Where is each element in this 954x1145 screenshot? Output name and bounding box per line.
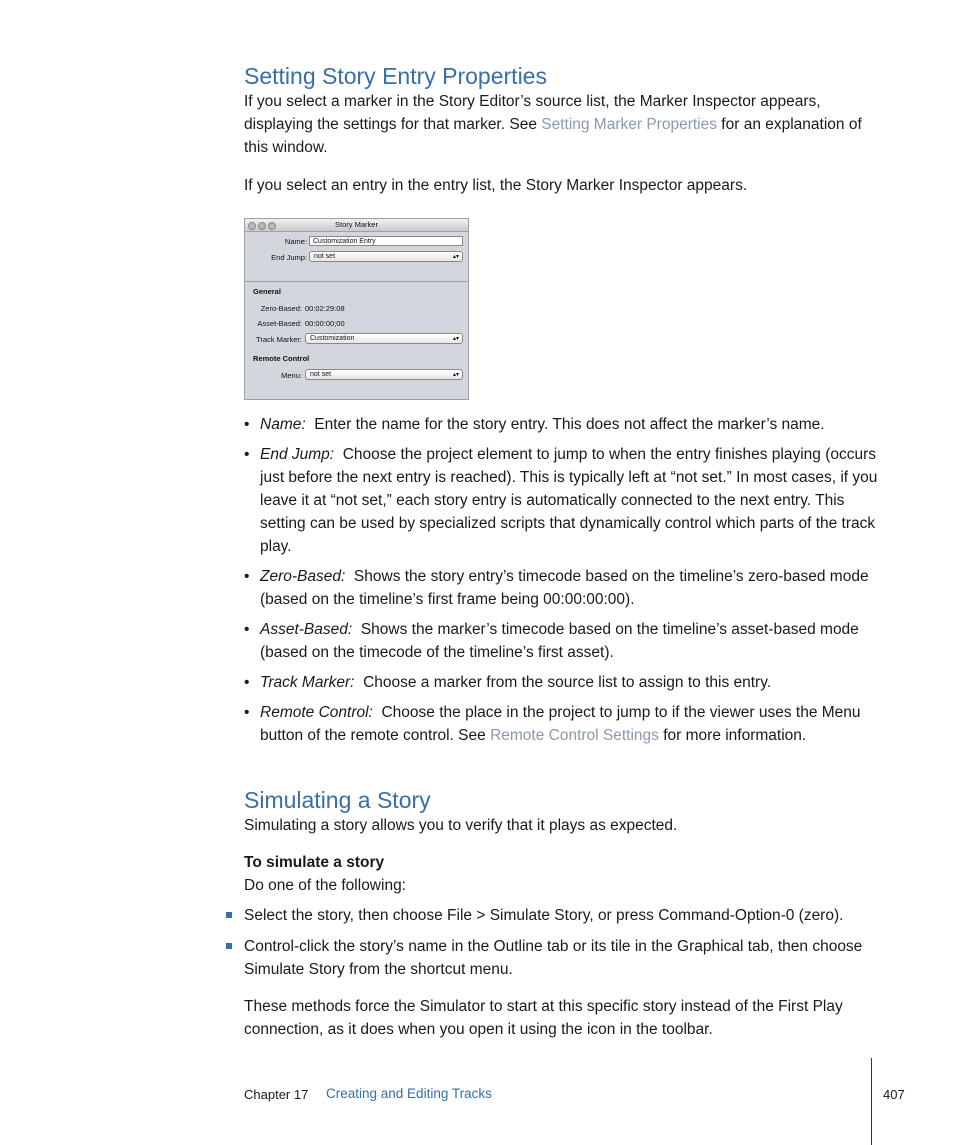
bullet-icon: • bbox=[244, 568, 250, 585]
bullet-text: for more information. bbox=[658, 727, 807, 744]
bullet-text: Enter the name for the story entry. This does not affect the marker’s name. bbox=[314, 416, 825, 433]
paragraph-story-marker-inspector: If you select an entry in the entry list, the Story Marker Inspector appears. bbox=[244, 177, 748, 194]
footer-divider bbox=[871, 1058, 872, 1145]
bullet-icon: • bbox=[244, 674, 250, 691]
asset-based-label: Asset-Based: bbox=[257, 319, 302, 328]
list-item bbox=[244, 443, 890, 558]
zero-based-label: Zero-Based: bbox=[260, 304, 302, 313]
track-marker-label: Track Marker: bbox=[256, 335, 302, 344]
menu-value: not set bbox=[310, 371, 332, 378]
paragraph-closing: These methods force the Simulator to start at this specific story instead of the First Play connection, as it does when you open it using the icon in the toolbar. bbox=[244, 998, 843, 1038]
end-jump-label: End Jump: bbox=[271, 253, 307, 262]
divider bbox=[245, 281, 468, 282]
bullet-icon: • bbox=[244, 446, 250, 463]
bullet-text: Choose the place in the project to jump to if the viewer uses the Menu button of the remote control. See bbox=[260, 704, 861, 744]
list-item bbox=[244, 701, 890, 747]
remote-control-heading: Remote Control bbox=[253, 354, 310, 363]
square-bullet-icon bbox=[226, 943, 232, 949]
footer-chapter: Chapter 17 bbox=[244, 1087, 309, 1102]
list-item bbox=[244, 618, 890, 664]
section-heading-simulating-story: Simulating a Story bbox=[244, 787, 431, 813]
bullet-text: Choose a marker from the source list to assign to this entry. bbox=[363, 674, 772, 691]
bullet-term: Name: bbox=[260, 416, 306, 433]
footer-chapter-title[interactable]: Creating and Editing Tracks bbox=[326, 1086, 492, 1101]
minimize-window-icon[interactable] bbox=[258, 222, 266, 230]
list-item bbox=[244, 413, 890, 436]
bullet-term: Asset-Based: bbox=[260, 621, 353, 638]
task-title: To simulate a story bbox=[244, 854, 385, 871]
end-jump-select[interactable] bbox=[309, 251, 463, 262]
task-intro: Do one of the following: bbox=[244, 877, 406, 894]
para1-text-b: for an explanation of this window. bbox=[244, 116, 862, 156]
general-heading: General bbox=[253, 287, 281, 296]
story-marker-inspector bbox=[244, 218, 469, 400]
para1-text-a: If you select a marker in the Story Editor’s source list, the Marker Inspector appears, displaying the settings for that marker. See bbox=[244, 93, 821, 133]
inspector-titlebar bbox=[245, 219, 468, 232]
select-arrows-icon: ▴▾ bbox=[452, 254, 459, 260]
bullet-term: Remote Control: bbox=[260, 704, 373, 721]
section-heading-story-entry-properties: Setting Story Entry Properties bbox=[244, 63, 547, 89]
page-number: 407 bbox=[883, 1087, 905, 1102]
bullet-term: End Jump: bbox=[260, 446, 335, 463]
bullet-icon: • bbox=[244, 621, 250, 638]
track-marker-value: Customization bbox=[310, 335, 355, 342]
link-setting-marker-properties[interactable]: Setting Marker Properties bbox=[541, 116, 717, 133]
name-field[interactable]: Customization Entry bbox=[309, 236, 463, 246]
select-arrows-icon: ▴▾ bbox=[452, 372, 459, 378]
square-bullet-icon bbox=[226, 912, 232, 918]
name-label: Name: bbox=[284, 237, 307, 246]
inspector-title: Story Marker bbox=[335, 220, 378, 229]
asset-based-value: 00:00:00;00 bbox=[305, 319, 345, 328]
end-jump-value: not set bbox=[314, 253, 336, 260]
step-text: Select the story, then choose File > Simulate Story, or press Command-Option-0 (zero). bbox=[244, 907, 844, 924]
link-remote-control-settings[interactable]: Remote Control Settings bbox=[490, 727, 659, 744]
step-text: Control-click the story’s name in the Outline tab or its tile in the Graphical tab, then choose Simulate Story from the shortcut menu. bbox=[244, 938, 863, 978]
bullet-icon: • bbox=[244, 704, 250, 721]
list-item bbox=[244, 565, 890, 611]
menu-label: Menu: bbox=[281, 371, 302, 380]
zero-based-value: 00:02:29:08 bbox=[305, 304, 345, 313]
track-marker-select[interactable] bbox=[305, 333, 463, 344]
paragraph-simulate-intro: Simulating a story allows you to verify that it plays as expected. bbox=[244, 817, 678, 834]
list-item bbox=[244, 671, 890, 694]
bullet-icon: • bbox=[244, 416, 250, 433]
list-item bbox=[244, 904, 884, 927]
list-item bbox=[244, 935, 884, 981]
close-window-icon[interactable] bbox=[248, 222, 256, 230]
bullet-text: Shows the story entry’s timecode based on the timeline’s zero-based mode (based on the timeline’s first frame being 00:00:00:00). bbox=[260, 568, 869, 608]
bullet-text: Shows the marker’s timecode based on the timeline’s asset-based mode (based on the timecode of the timeline’s first asset). bbox=[260, 621, 859, 661]
paragraph-marker-inspector bbox=[244, 90, 884, 159]
menu-select[interactable] bbox=[305, 369, 463, 380]
bullet-term: Track Marker: bbox=[260, 674, 355, 691]
zoom-window-icon[interactable] bbox=[268, 222, 276, 230]
select-arrows-icon: ▴▾ bbox=[452, 336, 459, 342]
bullet-term: Zero-Based: bbox=[260, 568, 346, 585]
bullet-text: Choose the project element to jump to when the entry finishes playing (occurs just before the next entry is reached). This is typically left at “not set.” In most cases, if you leave it at “not set,” each story entry is automatically connected to the next entry. This setting can be used by specialized scripts that dynamically control which parts of the track play. bbox=[260, 446, 878, 555]
